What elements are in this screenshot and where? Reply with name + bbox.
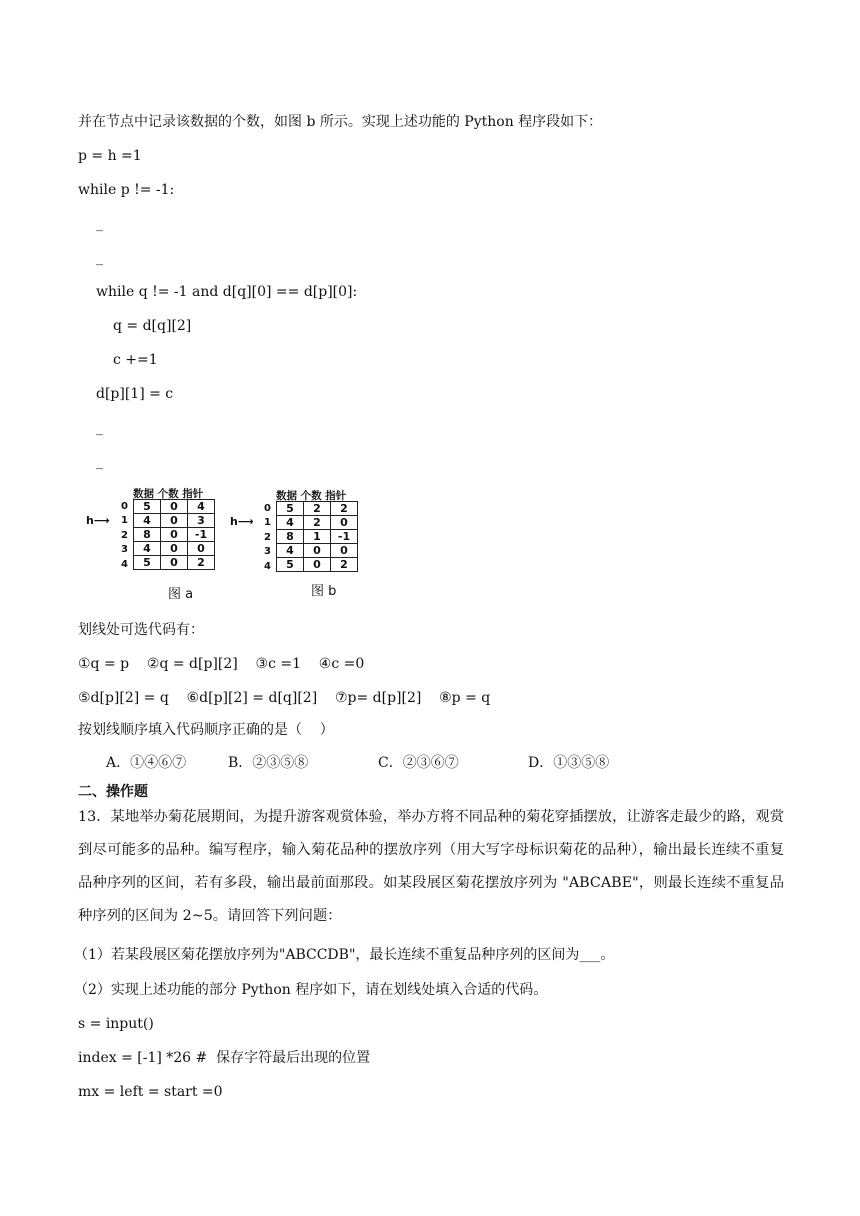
table-row: 5 0 2 (277, 558, 358, 572)
code-line: index = [-1] *26 # 保存字符最后出现的位置 (78, 1050, 371, 1066)
option-c: C．②③⑥⑦ (378, 755, 459, 771)
intro-text: 并在节点中记录该数据的个数，如图 b 所示。实现上述功能的 Python 程序段如下： (78, 114, 603, 130)
h-pointer: h⟶ (230, 515, 254, 528)
code-line: while p != -1: (78, 182, 175, 198)
code-line: q = d[q][2] (113, 318, 192, 334)
code-line: d[p][1] = c (96, 386, 174, 402)
h-pointer: h⟶ (86, 514, 110, 527)
sub-question-1: （1）若某段展区菊花摆放序列为"ABCCDB"，最长连续不重复品种序列的区间为___。 (74, 947, 615, 963)
table-row: 8 0 -1 (134, 528, 215, 542)
row-indices: 0 1 2 3 4 (121, 501, 128, 570)
choices-row: ⑤d[p][2] = q ⑥d[p][2] = d[q][2] ⑦p= d[p][2] ⑧p = q (78, 690, 491, 706)
table-b (276, 501, 358, 572)
code-blank: _ (96, 250, 103, 266)
caption-b: 图 b (311, 584, 337, 599)
table-row: 4 2 0 (277, 516, 358, 530)
table-row: 5 0 2 (134, 556, 215, 570)
table-header: 数据 个数 指针 (276, 490, 347, 502)
sub-question-2: （2）实现上述功能的部分 Python 程序如下，请在划线处填入合适的代码。 (74, 982, 548, 998)
table-row: 8 1 -1 (277, 530, 358, 544)
choices-title: 划线处可选代码有： (78, 622, 204, 638)
table-row: 4 0 0 (134, 542, 215, 556)
code-line: p = h =1 (78, 148, 142, 164)
table-row: 5 2 2 (277, 502, 358, 516)
table-row: 5 0 4 (134, 500, 215, 514)
question-13: 13．某地举办菊花展期间，为提升游客观赏体验，举办方将不同品种的菊花穿插摆放，让游客走最少的路，观赏到尽可能多的品种。编写程序，输入菊花品种的摆放序列（用大写字母标识菊花的品种），输出最长连续不重复品种序列的区间，若有多段，输出最前面那段。如某段展区菊花摆放序列为 "ABCABE"，则最长连续不重复品种序列的区间为 2~5。请回答下列问题： (78, 809, 784, 924)
code-blank: _ (96, 216, 103, 232)
code-line: c +=1 (113, 352, 158, 368)
code-blank: _ (96, 454, 103, 470)
option-a: A．①④⑥⑦ (106, 755, 187, 771)
code-line: while q != -1 and d[q][0] == d[p][0]: (96, 284, 358, 300)
question-text: 按划线顺序填入代码顺序正确的是（ ） (78, 722, 334, 738)
caption-a: 图 a (168, 587, 194, 602)
code-line: s = input() (78, 1016, 154, 1032)
table-row: 4 0 3 (134, 514, 215, 528)
section-heading: 二、操作题 (78, 784, 148, 800)
option-d: D．①③⑤⑧ (528, 755, 610, 771)
table-row: 4 0 0 (277, 544, 358, 558)
option-b: B．②③⑤⑧ (228, 755, 309, 771)
choices-row: ①q = p ②q = d[p][2] ③c =1 ④c =0 (78, 656, 365, 672)
row-indices: 0 1 2 3 4 (264, 503, 271, 572)
code-blank: _ (96, 420, 103, 436)
code-line: mx = left = start =0 (78, 1084, 223, 1100)
table-header: 数据 个数 指针 (133, 488, 204, 500)
table-a (133, 499, 215, 570)
